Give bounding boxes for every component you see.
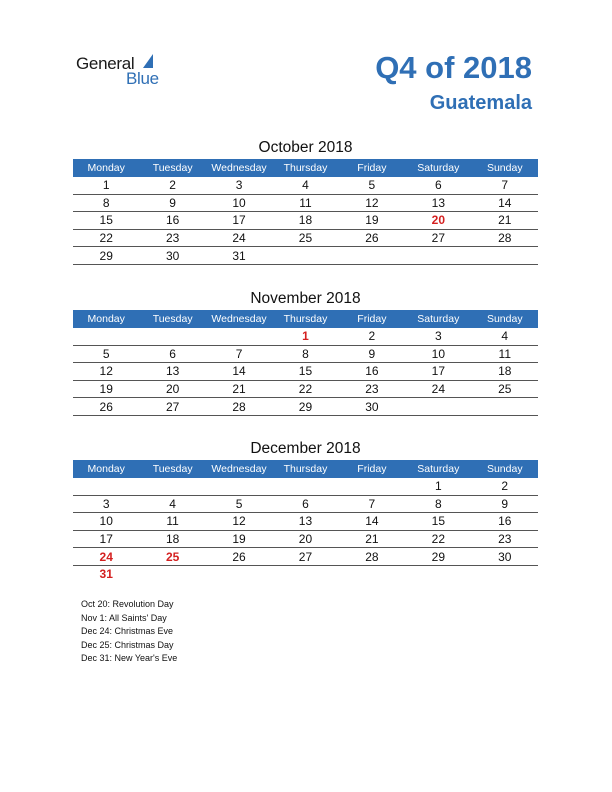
weekday-header: Sunday xyxy=(472,460,538,478)
weekday-header: Tuesday xyxy=(139,310,205,328)
weekday-header: Sunday xyxy=(472,159,538,177)
week-row xyxy=(73,328,538,345)
empty-day-cell xyxy=(139,565,205,582)
page-title: Q4 of 2018 xyxy=(375,50,532,85)
day-cell: 25 xyxy=(272,229,338,247)
day-cell: 29 xyxy=(405,548,471,566)
day-cell: 12 xyxy=(206,513,272,531)
day-cell: 21 xyxy=(206,380,272,398)
day-cell: 23 xyxy=(139,229,205,247)
day-cell: 18 xyxy=(139,530,205,548)
empty-day-cell xyxy=(472,565,538,582)
day-cell: 2 xyxy=(339,328,405,345)
day-cell: 7 xyxy=(339,495,405,513)
day-cell: 14 xyxy=(339,513,405,531)
holiday-list xyxy=(81,598,177,666)
day-cell: 4 xyxy=(272,177,338,194)
day-cell: 21 xyxy=(472,212,538,230)
day-cell: 21 xyxy=(339,530,405,548)
weekday-header: Wednesday xyxy=(206,159,272,177)
day-cell: 14 xyxy=(206,363,272,381)
holiday-item: Dec 24: Christmas Eve xyxy=(81,626,174,636)
week-row xyxy=(73,212,538,230)
empty-day-cell xyxy=(139,478,205,495)
week-row xyxy=(73,495,538,513)
day-cell: 7 xyxy=(206,345,272,363)
day-cell: 20 xyxy=(405,212,471,230)
week-row xyxy=(73,398,538,416)
weekday-header: Wednesday xyxy=(206,310,272,328)
day-cell: 2 xyxy=(472,478,538,495)
day-cell: 29 xyxy=(272,398,338,416)
logo-triangle-icon xyxy=(143,54,153,68)
day-cell: 26 xyxy=(339,229,405,247)
empty-day-cell xyxy=(472,247,538,265)
day-cell: 19 xyxy=(73,380,139,398)
day-cell: 9 xyxy=(139,194,205,212)
day-cell: 26 xyxy=(206,548,272,566)
day-cell: 11 xyxy=(472,345,538,363)
day-cell: 15 xyxy=(272,363,338,381)
week-row xyxy=(73,548,538,566)
weekday-header: Friday xyxy=(339,310,405,328)
day-cell: 24 xyxy=(73,548,139,566)
empty-day-cell xyxy=(405,565,471,582)
day-cell: 4 xyxy=(472,328,538,345)
day-cell: 31 xyxy=(99,567,113,582)
day-cell: 19 xyxy=(339,212,405,230)
week-row xyxy=(73,345,538,363)
weekday-header: Tuesday xyxy=(139,460,205,478)
day-cell: 8 xyxy=(405,495,471,513)
day-cell: 23 xyxy=(339,380,405,398)
day-cell: 30 xyxy=(139,247,205,265)
weekday-header: Friday xyxy=(339,460,405,478)
empty-day-cell xyxy=(73,478,139,495)
empty-day-cell xyxy=(339,478,405,495)
day-cell: 10 xyxy=(73,513,139,531)
day-cell: 25 xyxy=(139,548,205,566)
day-cell: 10 xyxy=(206,194,272,212)
empty-day-cell xyxy=(73,328,139,345)
weekday-header: Saturday xyxy=(405,159,471,177)
day-cell: 22 xyxy=(405,530,471,548)
day-cell: 10 xyxy=(405,345,471,363)
week-row xyxy=(73,177,538,194)
logo xyxy=(76,52,176,88)
holiday-item: Oct 20: Revolution Day xyxy=(81,599,174,609)
empty-day-cell xyxy=(339,565,405,582)
weekday-header: Thursday xyxy=(272,159,338,177)
logo-text-general: General xyxy=(76,54,135,73)
day-cell: 6 xyxy=(405,177,471,194)
empty-day-cell xyxy=(272,478,338,495)
day-cell: 11 xyxy=(139,513,205,531)
empty-day-cell xyxy=(206,328,272,345)
country-name: Guatemala xyxy=(429,92,532,114)
month-october xyxy=(73,137,538,265)
day-cell: 20 xyxy=(272,530,338,548)
day-cell: 16 xyxy=(339,363,405,381)
day-cell: 5 xyxy=(339,177,405,194)
weekday-header: Monday xyxy=(73,159,139,177)
day-cell: 27 xyxy=(405,229,471,247)
day-cell: 30 xyxy=(339,398,405,416)
weekday-header: Thursday xyxy=(272,460,338,478)
weekday-header: Thursday xyxy=(272,310,338,328)
week-row xyxy=(73,380,538,398)
day-cell: 17 xyxy=(405,363,471,381)
day-cell: 1 xyxy=(73,177,139,194)
weekday-header: Monday xyxy=(73,460,139,478)
day-cell: 17 xyxy=(206,212,272,230)
day-cell: 22 xyxy=(73,229,139,247)
day-cell: 4 xyxy=(139,495,205,513)
month-title: November 2018 xyxy=(250,290,361,307)
day-cell: 22 xyxy=(272,380,338,398)
day-cell: 30 xyxy=(472,548,538,566)
weekday-header: Tuesday xyxy=(139,159,205,177)
day-cell: 1 xyxy=(272,328,338,345)
day-cell: 19 xyxy=(206,530,272,548)
day-cell: 5 xyxy=(73,345,139,363)
weekday-header: Sunday xyxy=(472,310,538,328)
day-cell: 11 xyxy=(272,194,338,212)
day-cell: 12 xyxy=(73,363,139,381)
week-row xyxy=(73,565,538,582)
empty-day-cell xyxy=(339,247,405,265)
month-november xyxy=(73,288,538,416)
day-cell: 16 xyxy=(139,212,205,230)
day-cell: 18 xyxy=(272,212,338,230)
day-cell: 31 xyxy=(206,247,272,265)
day-cell: 8 xyxy=(73,194,139,212)
calendar-grid xyxy=(73,159,538,265)
calendar-grid xyxy=(73,460,538,583)
week-row xyxy=(73,229,538,247)
empty-day-cell xyxy=(405,398,471,416)
weekday-header: Wednesday xyxy=(206,460,272,478)
day-cell: 24 xyxy=(206,229,272,247)
day-cell: 20 xyxy=(139,380,205,398)
week-row xyxy=(73,363,538,381)
logo-text-blue: Blue xyxy=(126,69,159,88)
empty-day-cell xyxy=(272,247,338,265)
month-december xyxy=(73,438,538,583)
day-cell: 23 xyxy=(472,530,538,548)
day-cell: 29 xyxy=(73,247,139,265)
day-cell: 27 xyxy=(139,398,205,416)
day-cell: 1 xyxy=(405,478,471,495)
holiday-item: Nov 1: All Saints' Day xyxy=(81,612,167,623)
day-cell: 28 xyxy=(339,548,405,566)
empty-day-cell xyxy=(405,247,471,265)
day-cell: 14 xyxy=(472,194,538,212)
week-row xyxy=(73,247,538,265)
day-cell: 18 xyxy=(472,363,538,381)
day-cell: 3 xyxy=(206,177,272,194)
day-cell: 12 xyxy=(339,194,405,212)
empty-day-cell xyxy=(139,328,205,345)
day-cell: 25 xyxy=(472,380,538,398)
day-cell: 15 xyxy=(405,513,471,531)
day-cell: 15 xyxy=(73,212,139,230)
day-cell: 13 xyxy=(405,194,471,212)
month-title: October 2018 xyxy=(258,139,353,156)
empty-day-cell xyxy=(272,565,338,582)
day-cell: 5 xyxy=(206,495,272,513)
empty-day-cell xyxy=(472,398,538,416)
day-cell: 8 xyxy=(272,345,338,363)
day-cell: 6 xyxy=(272,495,338,513)
empty-day-cell xyxy=(206,478,272,495)
weekday-header: Monday xyxy=(73,310,139,328)
weekday-header: Friday xyxy=(339,159,405,177)
day-cell: 3 xyxy=(405,328,471,345)
day-cell: 17 xyxy=(73,530,139,548)
week-row xyxy=(73,194,538,212)
day-cell: 6 xyxy=(139,345,205,363)
day-cell: 28 xyxy=(206,398,272,416)
day-cell: 9 xyxy=(339,345,405,363)
day-cell: 7 xyxy=(472,177,538,194)
week-row xyxy=(73,478,538,495)
day-cell: 9 xyxy=(472,495,538,513)
day-cell: 26 xyxy=(73,398,139,416)
empty-day-cell xyxy=(206,565,272,582)
day-cell: 27 xyxy=(272,548,338,566)
holiday-item: Dec 31: New Year's Eve xyxy=(81,653,178,663)
day-cell: 24 xyxy=(405,380,471,398)
day-cell: 3 xyxy=(73,495,139,513)
weekday-header: Saturday xyxy=(405,460,471,478)
holiday-item: Dec 25: Christmas Day xyxy=(81,639,174,650)
day-cell: 13 xyxy=(139,363,205,381)
day-cell: 28 xyxy=(472,229,538,247)
week-row xyxy=(73,513,538,531)
week-row xyxy=(73,530,538,548)
month-title: December 2018 xyxy=(250,440,361,457)
day-cell: 2 xyxy=(139,177,205,194)
calendar-grid xyxy=(73,310,538,416)
weekday-header: Saturday xyxy=(405,310,471,328)
day-cell: 16 xyxy=(472,513,538,531)
day-cell: 13 xyxy=(272,513,338,531)
